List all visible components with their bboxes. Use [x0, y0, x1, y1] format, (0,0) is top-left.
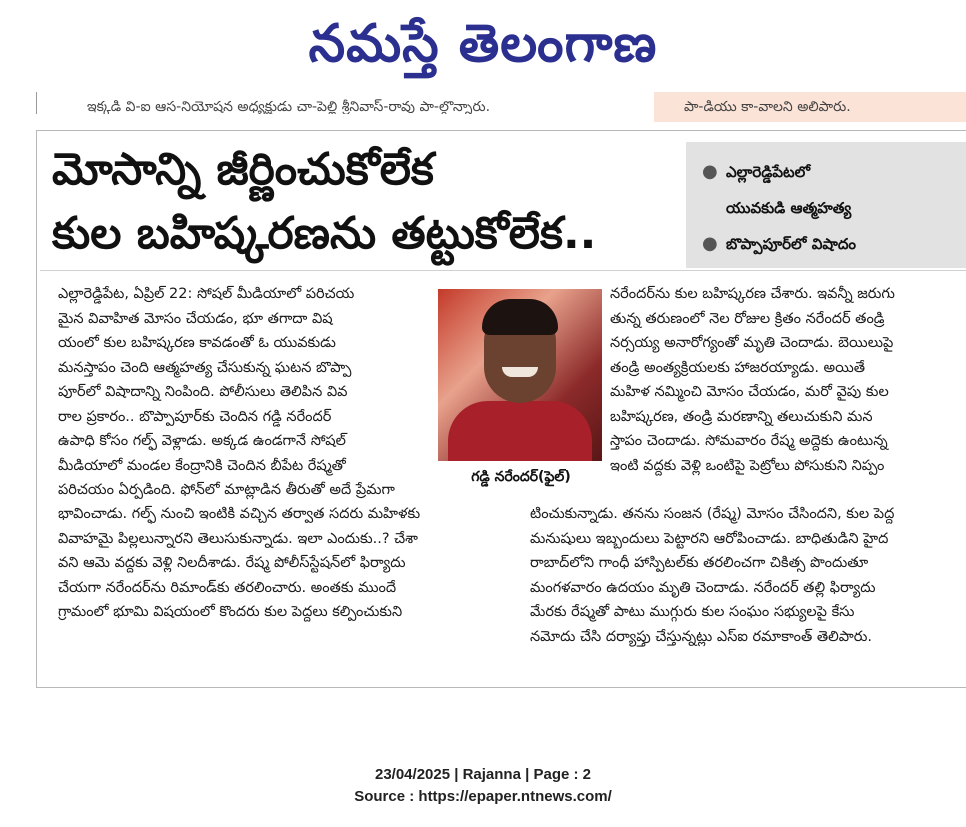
- previous-article-strip: ఇక్కడి వి-ఐ ఆస-నియోషన అధ్యక్షుడు చా-పెల్లి శ్రీనివాస్-రావు పా-ల్గొన్నారు.: [36, 92, 687, 114]
- page-footer: [0, 764, 966, 808]
- text-line: తున్న తరుణంలో నెల రోజుల క్రితం నరేందర్ తండ్రి: [610, 310, 885, 327]
- text-line: మైన వివాహిత మోసం చేయడం, భూ తగాదా విష: [58, 310, 333, 327]
- text-line: నరేందర్‌ను కుల బహిష్కరణ చేశారు. ఇవన్నీ జరుగు: [610, 286, 895, 302]
- highlight-item: [702, 226, 958, 262]
- headline-line: మోసాన్ని జీర్ణించుకోలేక: [52, 144, 434, 195]
- article-headline: [52, 138, 684, 266]
- photo-shirt-shape: [448, 401, 592, 461]
- headline-line: కుల బహిష్కరణను తట్టుకోలేక..: [52, 208, 597, 259]
- text-line: టించుకున్నాడు. తనను సంజన (రేష్మ) మోసం చేసిందని, కుల పెద్ద: [530, 506, 895, 522]
- text-line: మేరకు రేష్మతో పాటు ముగ్గురు కుల సంఘం సభ్యులపై కేసు: [530, 604, 855, 620]
- text-line: ఉపాధి కోసం గల్ఫ్ వెళ్లాడు. అక్కడ ఉండగానే సోషల్: [58, 433, 346, 449]
- text-line: యంలో కుల బహిష్కరణ కావడంతో ఓ యువకుడు: [58, 335, 336, 351]
- text-line: రాల ప్రకారం.. బొప్పాపూర్‌కు చెందిన గడ్డి నరేందర్: [58, 408, 332, 425]
- text-line: ఇంటి వద్దకు వెళ్లి ఒంటిపై పెట్రోలు పోసుకుని నిప్పం: [610, 457, 885, 474]
- portrait-photo: [438, 289, 602, 461]
- highlight-text: యువకుడి ఆత్మహత్య: [726, 199, 852, 217]
- highlight-text: బొప్పాపూర్‌లో విషాదం: [726, 235, 857, 253]
- text-line: మనుషులు ఇబ్బందులు పెట్టారని ఆరోపించాడు. బాధితుడిని హైద: [530, 530, 889, 547]
- bullet-icon: ●: [702, 233, 718, 254]
- text-line: మహిళ నమ్మించి మోసం చేయడం, మరో వైపు కుల: [610, 384, 889, 400]
- highlights-box: [686, 142, 966, 268]
- text-line: చేయగా నరేందర్‌ను రిమాండ్‌కు తరలించారు. అంతకు ముందే: [58, 579, 397, 596]
- highlight-text: ఎల్లారెడ్డిపేటలో: [726, 163, 811, 181]
- text-line: భావించాడు. గల్ఫ్ నుంచి ఇంటికి వచ్చిన తర్వాత సదరు మహిళకు: [58, 506, 421, 522]
- text-line: నర్సయ్య అనారోగ్యంతో మృతి చెందాడు. బెయిలుపై: [610, 335, 894, 351]
- text-line: గ్రామంలో భూమి విషయంలో కొందరు కుల పెద్దలు కల్పించుకుని: [58, 604, 403, 620]
- highlight-item-continued: [702, 190, 958, 226]
- adjacent-article-strip: పా-డియు కా-వాలని అలిపారు.: [654, 92, 966, 122]
- text-line: బహిష్కరణ, తండ్రి మరణాన్ని తలుచుకుని మన: [610, 408, 873, 425]
- photo-smile-shape: [502, 367, 538, 377]
- text-line: రాబాద్‌లోని గాంధీ హాస్పిటల్‌కు తరలించగా చికిత్స పొందుతూ: [530, 555, 869, 571]
- edition-info: 23/04/2025 | Rajanna | Page : 2: [374, 766, 591, 783]
- column-2-top: [610, 282, 966, 478]
- text-line: స్తాపం చెందాడు. సోమవారం రేష్మ అద్దెకు ఉంటున్న: [610, 433, 888, 449]
- photo-hair-shape: [482, 299, 558, 335]
- photo-caption: గడ్డి నరేందర్(ఫైల్): [471, 469, 571, 485]
- bullet-icon: ●: [702, 161, 718, 182]
- text-line: మనస్తాపం చెంది ఆత్మహత్య చేసుకున్న ఘటన బొప్పా: [58, 359, 352, 376]
- text-line: పూర్‌లో విషాదాన్ని నింపింది. పోలీసులు తెలిపిన వివ: [58, 384, 348, 400]
- source-link[interactable]: Source : https://epaper.ntnews.com/: [354, 788, 612, 805]
- divider: [40, 270, 966, 271]
- text-line: ఎల్లారెడ్డిపేట, ఏప్రిల్ 22: సోషల్ మీడియాలో పరిచయ: [58, 286, 355, 302]
- text-line: మంగళవారం ఉదయం మృతి చెందాడు. నరేందర్ తల్లి ఫిర్యాదు: [530, 579, 876, 596]
- text-line: నమోదు చేసి దర్యాప్తు చేస్తున్నట్లు ఎస్ఐ రమాకాంత్ తెలిపారు.: [530, 628, 872, 645]
- text-line: మీడియాలో మండల కేంద్రానికి చెందిన బీపేట రేష్మతో: [58, 457, 346, 474]
- text-line: వని ఆమె వద్దకు వెళ్లి నిలదీశాడు. రేష్మ పోలీస్‌స్టేషన్‌లో ఫిర్యాదు: [58, 555, 406, 571]
- column-2-bottom: [530, 502, 966, 649]
- highlight-item: [702, 154, 958, 190]
- text-line: వివాహమై పిల్లలున్నారని తెలుసుకున్నాడు. ఇలా ఎందుకు..? చేశా: [58, 530, 418, 547]
- text-line: పరిచయం ఏర్పడింది. ఫోన్‌లో మాట్లాడిన తీరుతో అదే ప్రేమగా: [58, 482, 395, 498]
- column-1-bottom: [58, 502, 504, 625]
- text-line: తండ్రి అంత్యక్రియలకు హాజరయ్యాడు. అయితే: [610, 359, 866, 376]
- masthead-logo: నమస్తే తెలంగాణ: [308, 14, 658, 74]
